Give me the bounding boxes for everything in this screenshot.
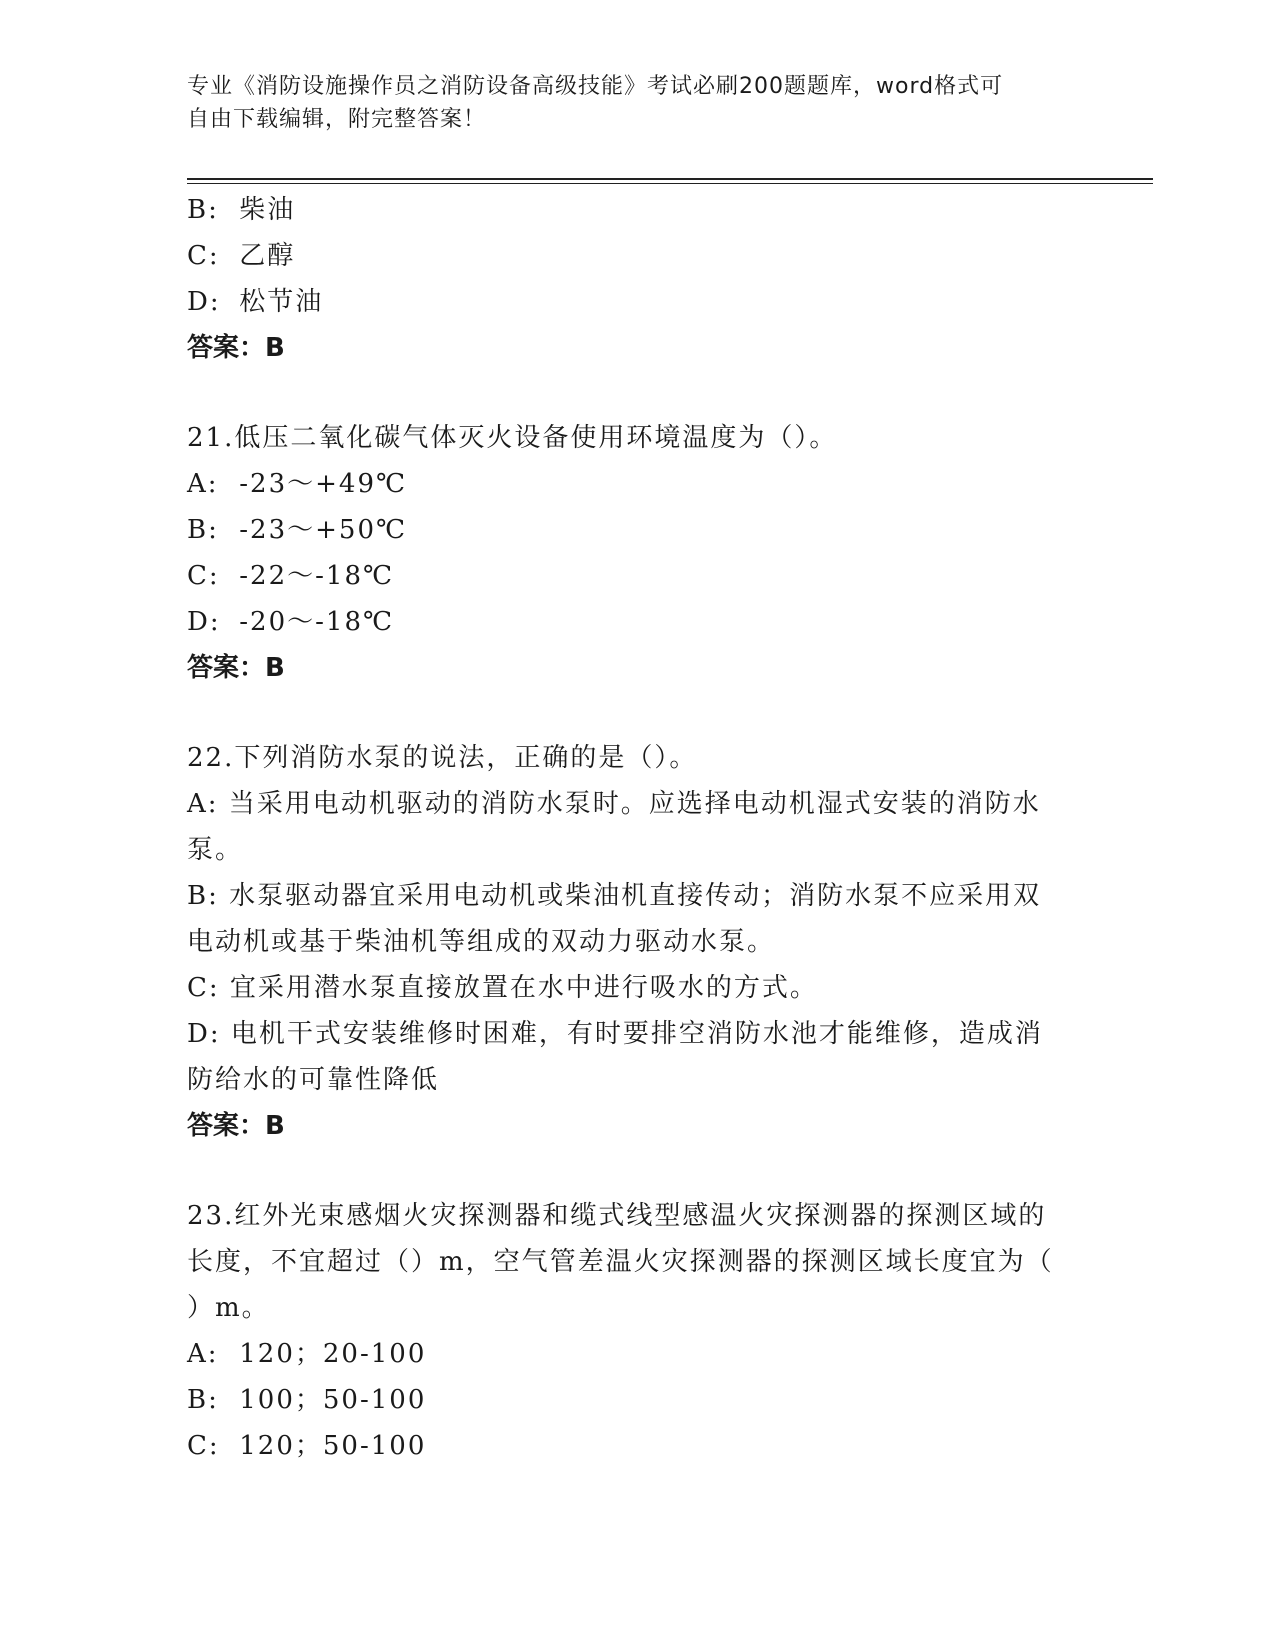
option-label: B:	[187, 195, 219, 225]
option-label: A:	[187, 1339, 219, 1369]
option-b	[187, 507, 1087, 553]
option-text: -23～+50℃	[239, 515, 408, 545]
document-body	[187, 187, 1087, 1469]
option-d	[187, 599, 1087, 645]
option-text: -20～-18℃	[239, 607, 395, 637]
option-c	[187, 1423, 1087, 1469]
option-a	[187, 461, 1087, 507]
option-text: 120；20-100	[239, 1339, 427, 1369]
option-text: 松节油	[239, 287, 324, 317]
option-label: A:	[187, 469, 219, 499]
option-c	[187, 553, 1087, 599]
spacer	[187, 1149, 1087, 1193]
option-label: C:	[187, 241, 220, 271]
option-label: D:	[187, 287, 221, 317]
question-stem-line-3: ）m。	[187, 1293, 270, 1323]
spacer	[187, 691, 1087, 735]
option-b-line-2: 电动机或基于柴油机等组成的双动力驱动水泵。	[187, 927, 776, 957]
question-22	[187, 735, 1087, 1149]
header-rule-thin	[187, 183, 1153, 184]
option-b-line-1: B: 水泵驱动器宜采用电动机或柴油机直接传动；消防水泵不应采用双	[187, 881, 1042, 911]
answer-line: 答案：B	[187, 653, 285, 683]
spacer	[187, 371, 1087, 415]
question-21	[187, 415, 1087, 691]
header-rule-thick	[187, 178, 1153, 180]
option-d	[187, 279, 1087, 325]
option-d-line-2: 防给水的可靠性降低	[187, 1065, 440, 1095]
option-text: 乙醇	[239, 241, 296, 271]
option-d-line-1: D: 电机干式安装维修时困难，有时要排空消防水池才能维修，造成消	[187, 1019, 1043, 1049]
answer-line: 答案：B	[187, 1111, 285, 1141]
page-header	[187, 70, 1067, 136]
question-20-tail	[187, 187, 1087, 371]
header-line-1: 专业《消防设施操作员之消防设备高级技能》考试必刷200题题库，word格式可	[187, 74, 1004, 99]
option-a-line-2: 泵。	[187, 835, 244, 865]
question-stem-line-1: 23.红外光束感烟火灾探测器和缆式线型感温火灾探测器的探测区域的	[187, 1201, 1047, 1231]
answer-line: 答案：B	[187, 333, 285, 363]
option-c	[187, 233, 1087, 279]
option-b	[187, 187, 1087, 233]
option-b	[187, 1377, 1087, 1423]
option-label: D:	[187, 607, 221, 637]
option-text: 柴油	[239, 195, 296, 225]
question-stem: 22.下列消防水泵的说法，正确的是（）。	[187, 743, 698, 773]
option-label: C:	[187, 1431, 220, 1461]
option-label: B:	[187, 1385, 219, 1415]
option-text: -22～-18℃	[239, 561, 395, 591]
option-text: 120；50-100	[239, 1431, 427, 1461]
option-label: B:	[187, 515, 219, 545]
option-label: C:	[187, 561, 220, 591]
question-stem-line-2: 长度，不宜超过（）m，空气管差温火灾探测器的探测区域长度宜为（	[187, 1247, 1054, 1277]
option-a-line-1: A: 当采用电动机驱动的消防水泵时。应选择电动机湿式安装的消防水	[187, 789, 1041, 819]
option-c: C: 宜采用潜水泵直接放置在水中进行吸水的方式。	[187, 973, 818, 1003]
question-stem: 21.低压二氧化碳气体灭火设备使用环境温度为（）。	[187, 423, 838, 453]
option-a	[187, 1331, 1087, 1377]
option-text: -23～+49℃	[239, 469, 408, 499]
question-23	[187, 1193, 1087, 1469]
option-text: 100；50-100	[239, 1385, 427, 1415]
header-line-2: 自由下载编辑，附完整答案！	[187, 107, 487, 132]
